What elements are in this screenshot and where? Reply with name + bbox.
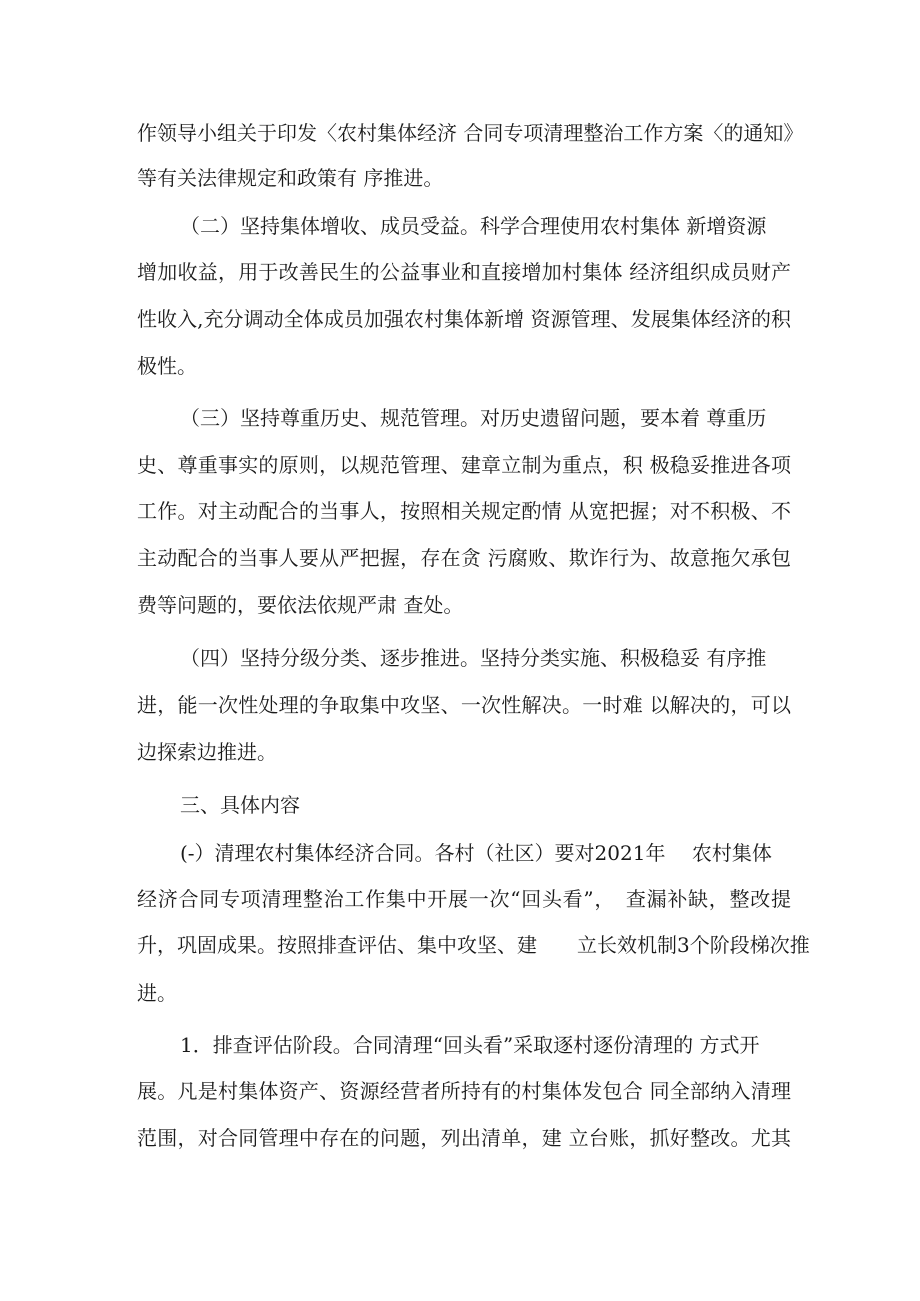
text-line: 费等问题的，要依法依规严肃 查处。 — [137, 593, 464, 617]
paragraph-heading-1: (-）清理农村集体经济合同。各村（社区）要对2021年 农村集体 — [180, 841, 772, 865]
text-line: 进。 — [137, 981, 177, 1005]
text-line: 主动配合的当事人要从严把握，存在贪 污腐败、欺诈行为、故意拖欠承包 — [137, 546, 791, 570]
text-line: 经济合同专项清理整治工作集中开展一次“回头看”， 查漏补缺，整改提 — [137, 887, 791, 911]
section-heading: 三、具体内容 — [180, 793, 300, 817]
item-heading-1: 1．排查评估阶段。合同清理“回头看”采取逐村逐份清理的 方式开 — [180, 1033, 760, 1057]
text-line: 性收入,充分调动全体成员加强农村集体新增 资源管理、发展集体经济的积 — [137, 307, 791, 331]
text-line: 等有关法律规定和政策有 序推进。 — [137, 166, 444, 190]
text-line: 进，能一次性处理的争取集中攻坚、一次性解决。一时难 以解决的，可以 — [137, 693, 791, 717]
text-line: 史、尊重事实的原则，以规范管理、建章立制为重点，积 极稳妥推进各项 — [137, 453, 791, 477]
paragraph-heading-3: （三）坚持尊重历史、规范管理。对历史遗留问题，要本着 尊重历 — [180, 406, 767, 430]
text-line: 增加收益，用于改善民生的公益事业和直接增加村集体 经济组织成员财产 — [137, 260, 791, 284]
text-line: 工作。对主动配合的当事人，按照相关规定酌情 从宽把握；对不积极、不 — [137, 499, 791, 523]
text-line: 作领导小组关于印发〈农村集体经济 合同专项清理整治工作方案〈的通知》 — [137, 121, 804, 145]
text-line: 升，巩固成果。按照排查评估、集中攻坚、建 立长效机制3个阶段梯次推 — [137, 933, 810, 957]
text-line: 范围，对合同管理中存在的问题，列出清单，建 立台账，抓好整改。尤其 — [137, 1126, 791, 1150]
text-line: 展。凡是村集体资产、资源经营者所持有的村集体发包合 同全部纳入清理 — [137, 1079, 791, 1103]
paragraph-heading-4: （四）坚持分级分类、逐步推进。坚持分类实施、积极稳妥 有序推 — [180, 646, 767, 670]
text-line: 边探索边推进。 — [137, 740, 277, 764]
paragraph-heading-2: （二）坚持集体增收、成员受益。科学合理使用农村集体 新增资源 — [180, 214, 767, 238]
text-line: 极性。 — [137, 354, 197, 378]
